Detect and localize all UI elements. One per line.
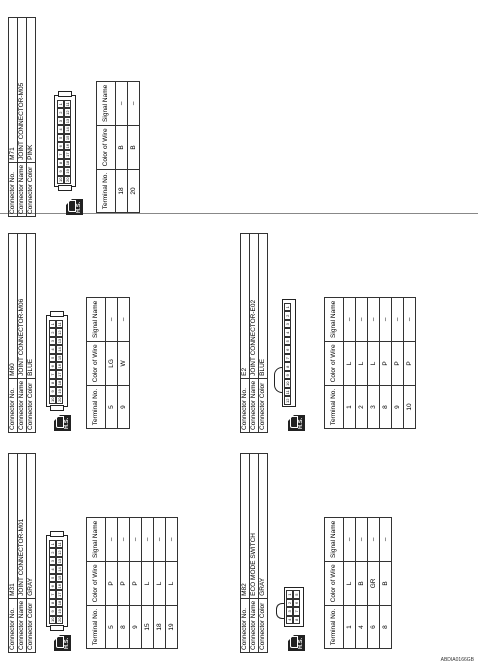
table-row xyxy=(116,82,128,213)
connector-pin: 19 xyxy=(65,169,70,174)
connector-face xyxy=(46,315,68,407)
connector-pin: 8 xyxy=(57,159,64,167)
signal-name-cell: – xyxy=(118,518,130,562)
terminal-no-cell: 6 xyxy=(368,606,380,649)
terminal-table xyxy=(96,81,140,213)
connector-color-label: Connector Color xyxy=(27,378,36,432)
connector-pin: 16 xyxy=(57,584,62,589)
connector-pin: 1 xyxy=(49,540,56,548)
connector-name-label: Connector Name xyxy=(18,378,27,432)
connector-color-value: PINK xyxy=(27,18,36,163)
connector-pin: 14 xyxy=(65,127,70,132)
connector-header xyxy=(8,233,36,433)
connector-header xyxy=(8,17,36,217)
table-row xyxy=(380,518,392,649)
connector-face xyxy=(284,587,304,627)
connector-panel-m71 xyxy=(8,17,230,217)
hs-label: H.S. xyxy=(298,637,304,649)
wire-color-header: Color of Wire xyxy=(87,561,106,605)
connector-pin: 4 xyxy=(57,125,64,133)
table-row xyxy=(404,298,416,429)
connector-pin: 15 xyxy=(57,575,62,581)
connector-panel-m82 xyxy=(240,453,462,653)
hs-icon xyxy=(54,635,71,651)
signal-name-cell: – xyxy=(118,298,130,342)
connector-pin: 18 xyxy=(65,160,70,166)
signal-name-cell: – xyxy=(130,518,142,562)
connector-color-value: BLUE xyxy=(259,234,268,379)
connector-pin: 15 xyxy=(57,355,62,361)
connector-pin: 14 xyxy=(57,347,62,352)
connector-pin: 7 xyxy=(57,150,64,158)
connector-pin: 5 xyxy=(284,337,291,346)
terminal-no-cell: 3 xyxy=(368,386,380,429)
terminal-no-cell: 2 xyxy=(356,386,368,429)
connector-pin: 1 xyxy=(286,590,293,598)
connector-pin: 6 xyxy=(284,346,291,355)
hs-icon xyxy=(66,199,83,215)
table-row xyxy=(368,298,380,429)
signal-name-cell: – xyxy=(344,298,356,342)
table-row xyxy=(166,518,178,649)
connector-pin: 10 xyxy=(58,177,63,183)
connector-pin: 8 xyxy=(49,379,56,387)
signal-name-cell: – xyxy=(404,298,416,342)
connector-header xyxy=(8,453,36,653)
connector-pin: 13 xyxy=(65,118,70,124)
signal-name-cell: – xyxy=(154,518,166,562)
connector-name-label: Connector Name xyxy=(250,598,259,652)
table-row xyxy=(118,518,130,649)
signal-name-cell: – xyxy=(128,82,140,126)
terminal-no-cell: 8 xyxy=(380,606,392,649)
connector-pin: 19 xyxy=(57,389,62,394)
connector-pin: 3 xyxy=(49,337,56,345)
figure-id: ABDIA0166GB xyxy=(440,657,474,663)
connector-pin: 12 xyxy=(65,110,70,115)
hs-icon xyxy=(54,415,71,431)
connector-pin: 17 xyxy=(57,372,62,377)
connector-pin: 3 xyxy=(286,607,293,615)
connector-latch xyxy=(50,311,64,317)
connector-pin: 12 xyxy=(284,397,291,406)
connector-pin: 9 xyxy=(57,167,64,175)
wire-color-cell: W xyxy=(118,341,130,385)
connector-header xyxy=(240,233,268,433)
terminal-no-cell: 18 xyxy=(154,606,166,649)
wire-color-cell: P xyxy=(404,341,416,385)
connector-pin: 4 xyxy=(49,345,56,353)
connector-no-value: M60 xyxy=(9,234,18,379)
connector-pin: 6 xyxy=(57,142,64,150)
connector-latch xyxy=(58,91,72,97)
terminal-no-cell: 10 xyxy=(404,386,416,429)
terminal-no-header: Terminal No. xyxy=(87,606,106,649)
terminal-no-cell: 19 xyxy=(166,606,178,649)
wire-color-cell: GR xyxy=(368,561,380,605)
signal-name-cell: – xyxy=(380,298,392,342)
table-row xyxy=(106,518,118,649)
signal-name-cell: – xyxy=(116,82,128,126)
connector-pin: 5 xyxy=(49,574,56,582)
connector-name-label: Connector Name xyxy=(18,598,27,652)
terminal-no-cell: 1 xyxy=(344,606,356,649)
connector-face xyxy=(54,95,76,187)
connector-color-value: GRAY xyxy=(27,454,36,599)
connector-pin: 14 xyxy=(57,567,62,572)
wire-color-cell: P xyxy=(106,561,118,605)
connector-pin: 18 xyxy=(57,600,62,606)
table-row xyxy=(392,298,404,429)
connector-pin: 11 xyxy=(284,388,291,397)
terminal-no-cell: 1 xyxy=(344,386,356,429)
wire-color-cell: L xyxy=(344,561,356,605)
connector-pin: 4 xyxy=(49,565,56,573)
terminal-no-cell: 9 xyxy=(118,386,130,429)
connector-pin: 4 xyxy=(284,329,291,338)
connector-pin: 2 xyxy=(49,328,56,336)
connector-pin: 7 xyxy=(49,370,56,378)
connector-pin: 6 xyxy=(293,599,300,607)
connector-pin: 16 xyxy=(57,364,62,369)
connector-pin: 18 xyxy=(57,380,62,386)
signal-name-cell: – xyxy=(356,298,368,342)
connector-latch xyxy=(50,405,64,411)
connector-pin: 11 xyxy=(56,540,63,548)
connector-pin: 3 xyxy=(57,117,64,125)
connector-pin: 17 xyxy=(57,592,62,597)
connector-name-label: Connector Name xyxy=(250,378,259,432)
connector-pin: 1 xyxy=(49,320,56,328)
hs-label: H.S. xyxy=(76,201,82,213)
wire-color-cell: P xyxy=(130,561,142,605)
wire-color-header: Color of Wire xyxy=(97,125,116,169)
connector-no-value: E2 xyxy=(241,234,250,379)
connector-name-value: JOINT CONNECTOR-M01 xyxy=(18,454,27,599)
connector-name-value: JOINT CONNECTOR-E02 xyxy=(250,234,259,379)
terminal-no-cell: 5 xyxy=(106,606,118,649)
connector-pin: 12 xyxy=(57,330,62,335)
connector-pin: 12 xyxy=(57,550,62,555)
connector-name-value: JOINT CONNECTOR-M06 xyxy=(18,234,27,379)
wire-color-cell: LG xyxy=(106,341,118,385)
terminal-no-cell: 9 xyxy=(392,386,404,429)
connector-pin: 7 xyxy=(293,607,300,615)
table-row xyxy=(128,82,140,213)
signal-name-cell: – xyxy=(344,518,356,562)
terminal-table xyxy=(86,297,130,429)
signal-name-cell: – xyxy=(368,298,380,342)
terminal-no-cell: 15 xyxy=(142,606,154,649)
table-row xyxy=(106,298,118,429)
connector-pin: 20 xyxy=(65,177,70,183)
signal-name-cell: – xyxy=(380,518,392,562)
connector-color-value: BLUE xyxy=(27,234,36,379)
connector-no-label: Connector No. xyxy=(9,378,18,432)
connector-no-value: M82 xyxy=(241,454,250,599)
connector-color-value: GRAY xyxy=(259,454,268,599)
hs-icon xyxy=(288,415,305,431)
signal-name-header: Signal Name xyxy=(325,518,344,562)
connector-pin: 9 xyxy=(49,607,56,615)
table-row xyxy=(344,298,356,429)
terminal-no-header: Terminal No. xyxy=(325,606,344,649)
signal-name-cell: – xyxy=(106,518,118,562)
wire-color-cell: B xyxy=(116,125,128,169)
connector-name-value: JOINT CONNECTOR-M05 xyxy=(18,18,27,163)
connector-name-label: Connector Name xyxy=(18,162,27,216)
connector-pin: 16 xyxy=(65,144,70,149)
connector-pin: 10 xyxy=(50,397,55,403)
wire-color-cell: L xyxy=(356,341,368,385)
connector-color-label: Connector Color xyxy=(259,598,268,652)
connector-pin: 8 xyxy=(284,363,291,372)
connector-color-label: Connector Color xyxy=(27,598,36,652)
terminal-no-header: Terminal No. xyxy=(97,170,116,213)
wire-color-cell: L xyxy=(154,561,166,605)
table-row xyxy=(118,298,130,429)
connector-pin: 3 xyxy=(284,320,291,329)
terminal-no-header: Terminal No. xyxy=(87,386,106,429)
connector-latch xyxy=(50,625,64,631)
connector-face xyxy=(46,535,68,627)
wire-color-cell: B xyxy=(356,561,368,605)
terminal-no-cell: 5 xyxy=(106,386,118,429)
connector-pin: 8 xyxy=(293,616,300,624)
terminal-no-cell: 8 xyxy=(118,606,130,649)
table-row xyxy=(154,518,166,649)
table-row xyxy=(356,298,368,429)
table-row xyxy=(368,518,380,649)
wire-color-cell: P xyxy=(118,561,130,605)
terminal-table xyxy=(86,517,178,649)
connector-panel-m31 xyxy=(8,453,230,653)
table-row xyxy=(380,298,392,429)
wire-color-cell: L xyxy=(368,341,380,385)
connector-no-label: Connector No. xyxy=(241,598,250,652)
connector-face xyxy=(282,299,296,407)
connector-pin: 10 xyxy=(50,617,55,623)
wire-color-cell: L xyxy=(142,561,154,605)
table-row xyxy=(356,518,368,649)
terminal-no-cell: 18 xyxy=(116,170,128,213)
terminal-no-cell: 9 xyxy=(130,606,142,649)
connector-pin: 8 xyxy=(49,599,56,607)
signal-name-header: Signal Name xyxy=(87,518,106,562)
connector-pin: 5 xyxy=(57,134,64,142)
connector-pin: 7 xyxy=(49,590,56,598)
connector-pin: 10 xyxy=(284,380,291,389)
terminal-no-cell: 4 xyxy=(356,606,368,649)
connector-pin: 9 xyxy=(284,371,291,380)
table-row xyxy=(344,518,356,649)
connector-pin: 17 xyxy=(65,152,70,157)
connector-pin: 20 xyxy=(57,617,62,623)
signal-name-cell: – xyxy=(368,518,380,562)
wire-color-cell: P xyxy=(392,341,404,385)
wire-color-cell: B xyxy=(128,125,140,169)
connector-latch xyxy=(50,531,64,537)
wire-color-cell: P xyxy=(380,341,392,385)
signal-name-cell: – xyxy=(392,298,404,342)
signal-name-header: Signal Name xyxy=(87,298,106,342)
connector-header xyxy=(240,453,268,653)
signal-name-header: Signal Name xyxy=(325,298,344,342)
signal-name-cell: – xyxy=(356,518,368,562)
terminal-table xyxy=(324,517,392,649)
connector-pin: 7 xyxy=(284,354,291,363)
table-row xyxy=(142,518,154,649)
connector-name-value: ECO MODE SWITCH xyxy=(250,454,259,599)
connector-pin: 6 xyxy=(49,362,56,370)
connector-color-label: Connector Color xyxy=(259,378,268,432)
connector-no-label: Connector No. xyxy=(241,378,250,432)
connector-pin: 20 xyxy=(57,397,62,403)
connector-pin: 2 xyxy=(49,548,56,556)
wire-color-header: Color of Wire xyxy=(325,341,344,385)
connector-pin: 2 xyxy=(286,599,293,607)
connector-pin: 9 xyxy=(49,387,56,395)
wire-color-header: Color of Wire xyxy=(87,341,106,385)
signal-name-cell: – xyxy=(142,518,154,562)
connector-latch xyxy=(58,185,72,191)
wire-color-header: Color of Wire xyxy=(325,561,344,605)
connector-pin: 1 xyxy=(284,303,291,312)
signal-name-cell: – xyxy=(166,518,178,562)
signal-name-header: Signal Name xyxy=(97,82,116,126)
terminal-no-cell: 8 xyxy=(380,386,392,429)
terminal-table xyxy=(324,297,416,429)
connector-no-value: M71 xyxy=(9,18,18,163)
connector-pin: 11 xyxy=(64,100,71,108)
signal-name-cell: – xyxy=(106,298,118,342)
connector-pin: 4 xyxy=(286,616,293,624)
connector-pin: 6 xyxy=(49,582,56,590)
connector-pin: 13 xyxy=(57,338,62,344)
connector-color-label: Connector Color xyxy=(27,162,36,216)
terminal-no-header: Terminal No. xyxy=(325,386,344,429)
connector-pin: 2 xyxy=(284,312,291,321)
connector-pin: 3 xyxy=(49,557,56,565)
connector-pin: 5 xyxy=(49,354,56,362)
terminal-no-cell: 20 xyxy=(128,170,140,213)
connector-pin: 2 xyxy=(57,108,64,116)
connector-panel-e2 xyxy=(240,233,462,433)
hs-label: H.S. xyxy=(298,417,304,429)
connector-panel-m60 xyxy=(8,233,230,433)
wire-color-cell: B xyxy=(380,561,392,605)
connector-no-label: Connector No. xyxy=(9,162,18,216)
wire-color-cell: L xyxy=(166,561,178,605)
connector-pin: 19 xyxy=(57,609,62,614)
connector-pin: 13 xyxy=(57,558,62,564)
connector-no-value: M31 xyxy=(9,454,18,599)
hs-label: H.S. xyxy=(64,637,70,649)
connector-pin: 5 xyxy=(293,590,300,598)
connector-pin: 15 xyxy=(65,135,70,141)
hs-icon xyxy=(288,635,305,651)
table-row xyxy=(130,518,142,649)
connector-pin: 1 xyxy=(57,100,64,108)
connector-no-label: Connector No. xyxy=(9,598,18,652)
hs-label: H.S. xyxy=(64,417,70,429)
wire-color-cell: L xyxy=(344,341,356,385)
connector-pin: 11 xyxy=(56,320,63,328)
